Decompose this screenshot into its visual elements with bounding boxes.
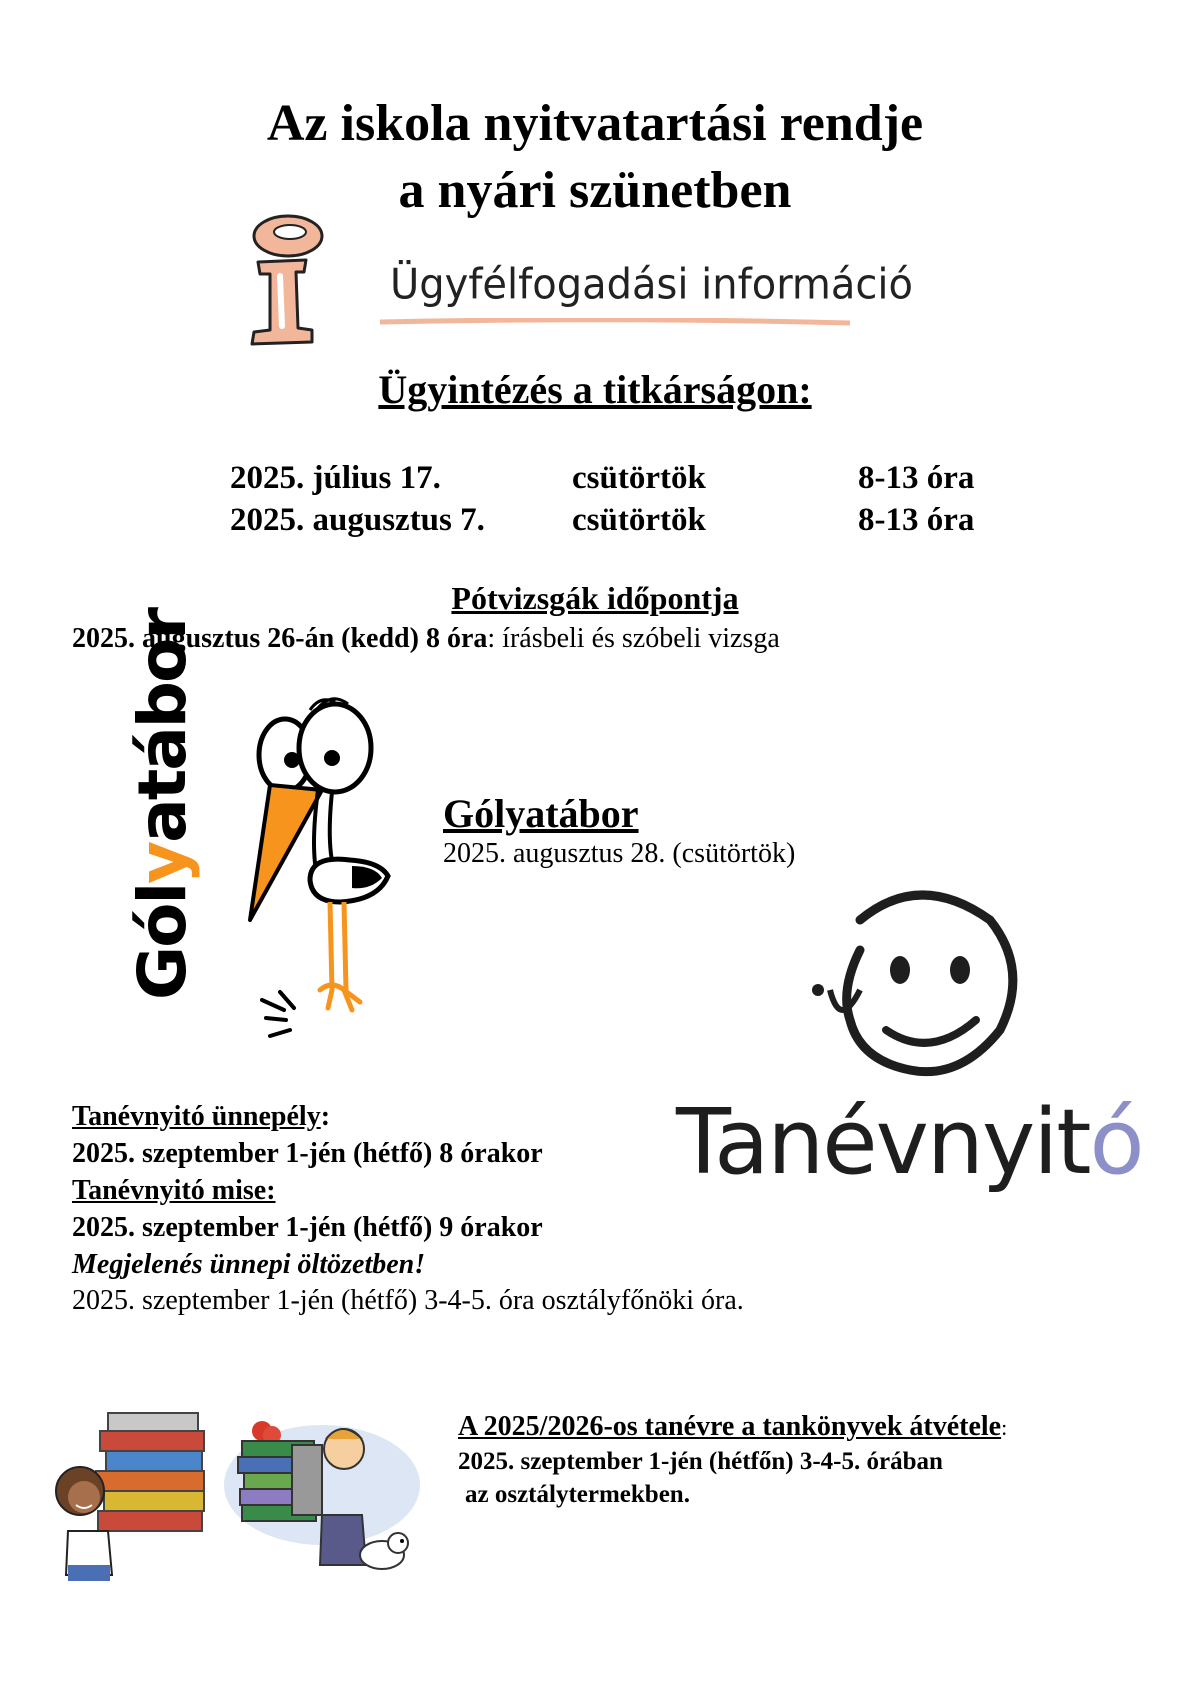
page-title-line1: Az iskola nyitvatartási rendje: [266, 95, 924, 152]
office-row-1-hours: 8-13 óra: [858, 460, 975, 496]
ceremony-heading: Tanévnyitó ünnepély: [72, 1101, 321, 1132]
golyatabor-date: 2025. augusztus 28. (csütörtök): [443, 838, 796, 869]
retake-description: : írásbeli és szóbeli vizsga: [487, 623, 780, 654]
retake-heading: Pótvizsgák időpontja: [451, 580, 739, 616]
office-row-2-date: 2025. augusztus 7.: [230, 502, 485, 538]
office-heading: Ügyintézés a titkárságon:: [378, 367, 812, 412]
info-i-icon: [240, 210, 330, 350]
page-title-line2: a nyári szünetben: [398, 162, 792, 219]
girl-with-books-icon: [48, 1405, 218, 1585]
tanevnyito-logo-text: Tanévnyitó: [676, 1090, 1143, 1195]
office-row-2-hours: 8-13 óra: [858, 502, 975, 538]
info-banner-label: Ügyfélfogadási információ: [390, 260, 913, 310]
golyatabor-logo-text: Gólyatábor: [124, 609, 201, 1000]
ceremony-date: 2025. szeptember 1-jén (hétfő) 8 órakor: [72, 1138, 543, 1169]
smiley-icon: [800, 880, 1030, 1090]
class-hour-note: 2025. szeptember 1-jén (hétfő) 3-4-5. óra osztályfőnöki óra.: [72, 1285, 744, 1316]
info-banner-underline: [380, 318, 850, 326]
retake-date: 2025. augusztus 26-án (kedd) 8 óra: [72, 623, 488, 654]
textbook-line1: 2025. szeptember 1-jén (hétfőn) 3-4-5. órában: [458, 1448, 943, 1475]
golyatabor-title: Gólyatábor: [443, 791, 639, 836]
dress-note: Megjelenés ünnepi öltözetben!: [72, 1249, 426, 1280]
stork-icon: [240, 690, 410, 1070]
ceremony-heading-line: Tanévnyitó ünnepély:: [72, 1101, 331, 1132]
office-row-2-day: csütörtök: [572, 502, 706, 538]
textbook-heading: A 2025/2026-os tanévre a tankönyvek átvétele: [458, 1411, 1002, 1442]
office-row-1-day: csütörtök: [572, 460, 706, 496]
office-row-1-date: 2025. július 17.: [230, 460, 441, 496]
textbook-heading-line: A 2025/2026-os tanévre a tankönyvek átvétele:: [458, 1411, 1008, 1442]
mass-date: 2025. szeptember 1-jén (hétfő) 9 órakor: [72, 1212, 543, 1243]
boy-with-books-icon: [222, 1405, 422, 1585]
mass-heading: Tanévnyitó mise:: [72, 1175, 276, 1206]
textbook-line2: az osztálytermekben.: [465, 1481, 690, 1508]
